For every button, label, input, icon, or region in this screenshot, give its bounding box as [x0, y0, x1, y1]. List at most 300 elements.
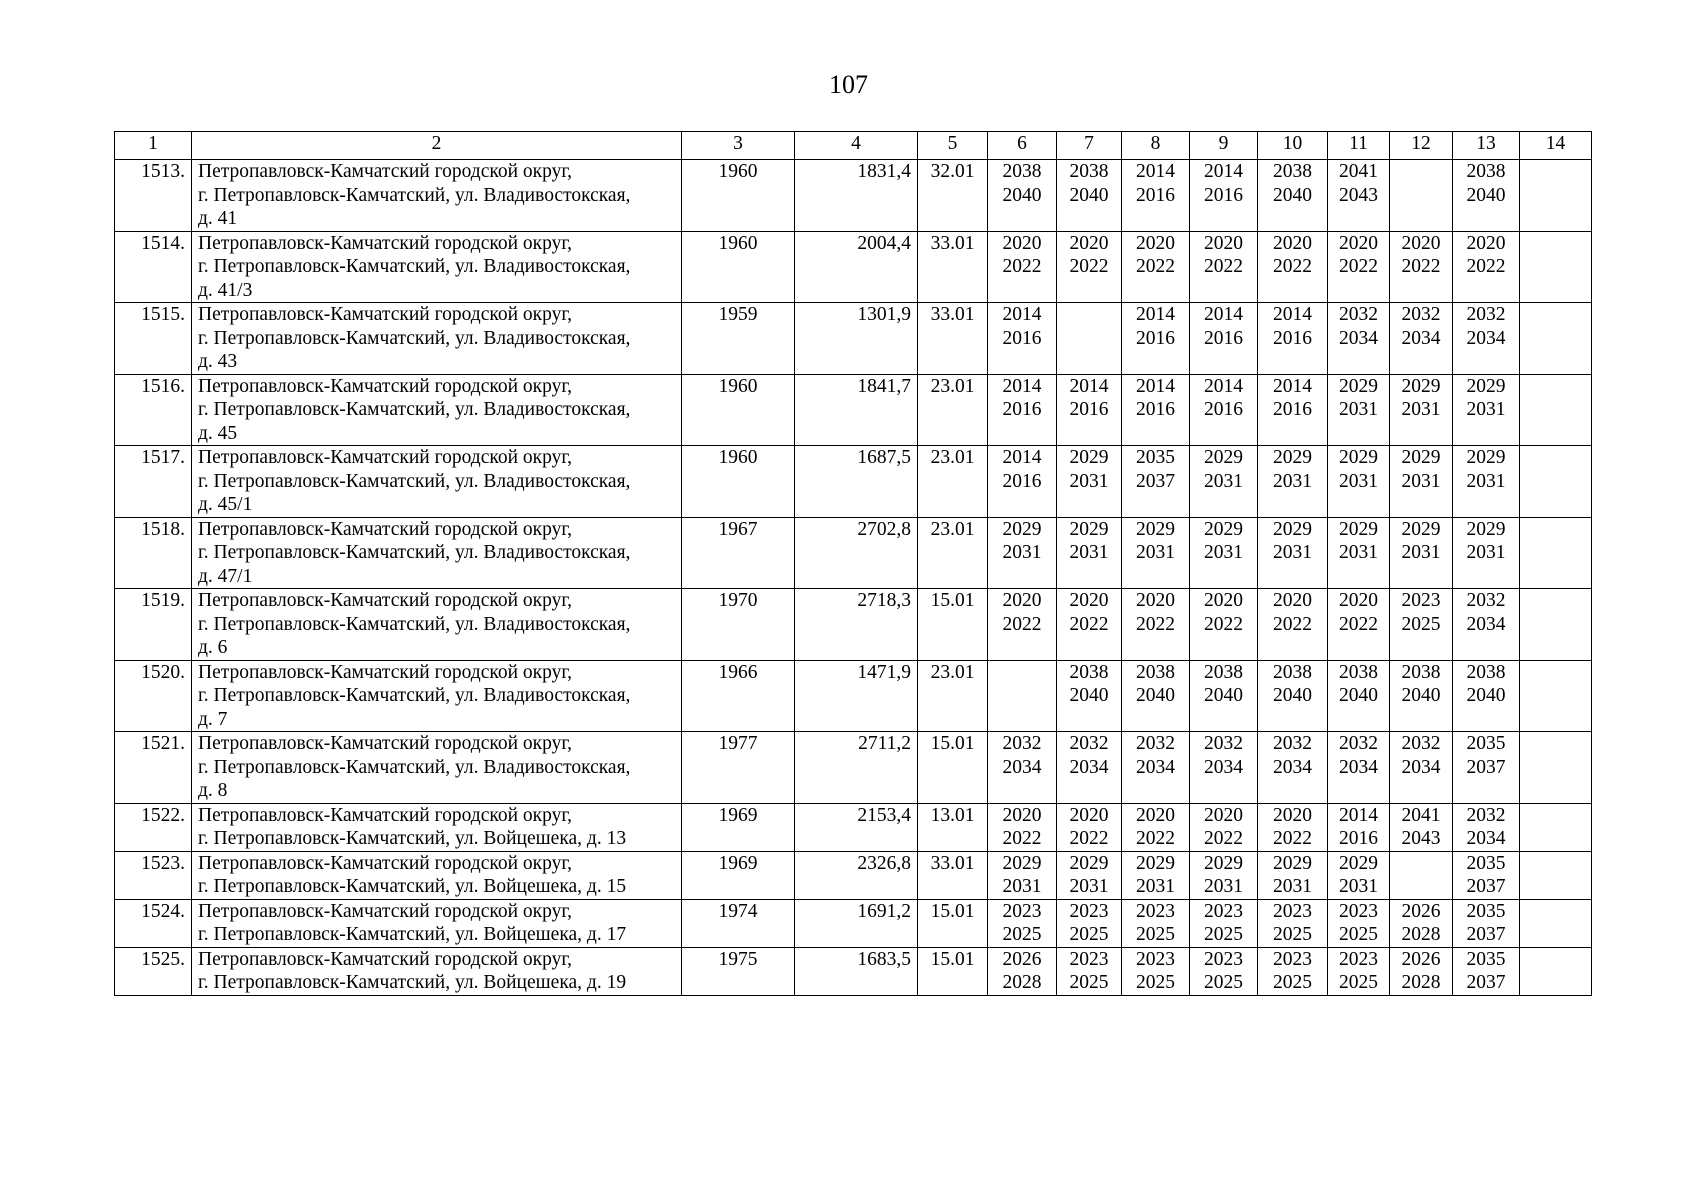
- address-line: д. 41/3: [198, 279, 253, 301]
- period-end-year: 2043: [1339, 184, 1378, 206]
- period-start-year: 2029: [1339, 447, 1378, 468]
- type-code: 23.01: [918, 517, 988, 589]
- period-end-year: 2031: [1339, 542, 1378, 563]
- period-cell-col-11: [1328, 303, 1390, 375]
- period-cell-col-8: [1122, 732, 1190, 804]
- period-cell-col-14: [1520, 160, 1592, 232]
- period-cell-col-13: [1453, 947, 1520, 995]
- period-cell-col-6: [988, 732, 1057, 804]
- period-cell-col-11: [1328, 374, 1390, 446]
- row-number: 1516.: [115, 374, 192, 446]
- period-cell-col-10: [1258, 374, 1328, 446]
- period-start-year: 2041: [1339, 161, 1378, 182]
- column-header-13: 13: [1453, 132, 1520, 160]
- period-end-year: 2022: [1401, 256, 1441, 277]
- period-cell-col-8: [1122, 160, 1190, 232]
- type-code: 23.01: [918, 446, 988, 518]
- column-header-3: 3: [682, 132, 795, 160]
- period-cell-col-10: [1258, 851, 1328, 899]
- period-cell-col-9: [1190, 899, 1258, 947]
- construction-year: 1959: [682, 303, 795, 375]
- period-end-year: 2022: [1339, 613, 1378, 635]
- period-end-year: 2022: [1002, 256, 1042, 277]
- period-cell-col-9: [1190, 160, 1258, 232]
- period-start-year: 2032: [1069, 733, 1109, 754]
- address-cell: [192, 803, 682, 851]
- period-cell-col-6: [988, 374, 1057, 446]
- period-end-year: [1526, 470, 1585, 494]
- period-end-year: 2034: [1002, 756, 1042, 778]
- period-start-year: 2026: [1401, 900, 1441, 922]
- column-header-8: 8: [1122, 132, 1190, 160]
- period-start-year: 2032: [1401, 304, 1441, 325]
- address-line: Петропавловск-Камчатский городской округ,: [198, 304, 573, 325]
- period-end-year: 2025: [1204, 972, 1243, 993]
- period-cell-col-14: [1520, 374, 1592, 446]
- period-end-year: 2022: [1069, 256, 1109, 277]
- period-start-year: 2014: [1204, 375, 1243, 397]
- period-cell-col-14: [1520, 732, 1592, 804]
- period-end-year: 2043: [1401, 828, 1441, 849]
- period-end-year: 2022: [1069, 828, 1109, 849]
- period-end-year: 2037: [1466, 972, 1506, 993]
- period-start-year: 2014: [1339, 804, 1378, 826]
- period-cell-col-9: [1190, 446, 1258, 518]
- period-end-year: 2040: [1401, 685, 1441, 706]
- period-end-year: 2031: [1069, 470, 1109, 492]
- period-start-year: 2032: [1339, 733, 1378, 754]
- period-end-year: 2025: [1069, 972, 1109, 993]
- period-start-year: 2026: [1401, 948, 1441, 970]
- address-line: д. 47/1: [198, 565, 253, 587]
- period-start-year: 2014: [1069, 375, 1109, 397]
- row-number: 1518.: [115, 517, 192, 589]
- period-cell-col-9: [1190, 303, 1258, 375]
- period-cell-col-7: [1057, 851, 1122, 899]
- period-end-year: 2031: [1339, 876, 1378, 897]
- period-cell-col-10: [1258, 899, 1328, 947]
- period-start-year: 2038: [1204, 661, 1243, 683]
- period-cell-col-13: [1453, 899, 1520, 947]
- column-header-2: 2: [192, 132, 682, 160]
- period-end-year: 2031: [1204, 876, 1243, 897]
- row-number: 1517.: [115, 446, 192, 518]
- period-cell-col-9: [1190, 517, 1258, 589]
- period-start-year: [1526, 804, 1585, 828]
- address-line: Петропавловск-Камчатский городской округ,: [198, 733, 573, 754]
- address-line: г. Петропавловск-Камчатский, ул. Владивостокская,: [198, 184, 631, 206]
- period-end-year: [1526, 971, 1585, 995]
- period-cell-col-9: [1190, 803, 1258, 851]
- period-cell-col-6: [988, 660, 1057, 732]
- period-cell-col-12: [1390, 446, 1453, 518]
- period-start-year: [1526, 732, 1585, 756]
- period-end-year: 2031: [1339, 470, 1378, 492]
- period-start-year: [1526, 160, 1585, 184]
- address-cell: [192, 660, 682, 732]
- address-line: Петропавловск-Камчатский городской округ,: [198, 852, 573, 874]
- period-start-year: [1063, 303, 1115, 327]
- type-code: 15.01: [918, 732, 988, 804]
- period-end-year: 2022: [1069, 613, 1109, 635]
- period-cell-col-10: [1258, 231, 1328, 303]
- period-start-year: 2038: [1401, 661, 1441, 683]
- address-line: г. Петропавловск-Камчатский, ул. Войцешека, д. 17: [198, 924, 627, 945]
- period-start-year: 2032: [1136, 733, 1175, 754]
- period-start-year: 2032: [1466, 590, 1506, 611]
- period-cell-col-13: [1453, 231, 1520, 303]
- period-start-year: 2029: [1339, 518, 1378, 540]
- period-cell-col-6: [988, 303, 1057, 375]
- period-start-year: 2029: [1466, 447, 1506, 468]
- type-code: 33.01: [918, 303, 988, 375]
- period-start-year: 2029: [1002, 518, 1042, 540]
- period-start-year: 2020: [1273, 590, 1312, 611]
- period-cell-col-8: [1122, 517, 1190, 589]
- period-start-year: 2029: [1339, 852, 1378, 874]
- period-end-year: 2031: [1273, 542, 1312, 563]
- period-start-year: 2029: [1136, 852, 1175, 874]
- period-cell-col-14: [1520, 517, 1592, 589]
- period-cell-col-14: [1520, 660, 1592, 732]
- construction-year: 1977: [682, 732, 795, 804]
- address-line: Петропавловск-Камчатский городской округ,: [198, 161, 573, 182]
- period-cell-col-6: [988, 231, 1057, 303]
- period-start-year: [1396, 852, 1446, 876]
- period-start-year: [1526, 900, 1585, 924]
- construction-year: 1970: [682, 589, 795, 661]
- period-cell-col-7: [1057, 231, 1122, 303]
- period-start-year: 2029: [1069, 518, 1109, 540]
- period-start-year: 2020: [1273, 804, 1312, 826]
- column-header-7: 7: [1057, 132, 1122, 160]
- period-end-year: 2016: [1002, 470, 1042, 492]
- period-end-year: 2022: [1002, 828, 1042, 849]
- period-start-year: 2029: [1466, 518, 1506, 540]
- address-line: д. 7: [198, 708, 228, 730]
- construction-year: 1960: [682, 231, 795, 303]
- period-start-year: 2029: [1401, 375, 1441, 397]
- period-start-year: 2029: [1273, 447, 1312, 468]
- period-start-year: 2038: [1273, 661, 1312, 683]
- period-end-year: 2034: [1273, 756, 1312, 778]
- period-end-year: 2037: [1136, 470, 1175, 492]
- period-start-year: 2029: [1401, 518, 1441, 540]
- period-start-year: 2035: [1466, 900, 1506, 922]
- address-line: г. Петропавловск-Камчатский, ул. Войцешека, д. 15: [198, 876, 627, 897]
- period-end-year: [1526, 541, 1585, 565]
- period-end-year: 2031: [1339, 399, 1378, 420]
- address-line: г. Петропавловск-Камчатский, ул. Владивостокская,: [198, 470, 631, 492]
- period-cell-col-13: [1453, 303, 1520, 375]
- column-number-header-row: [115, 132, 1592, 160]
- total-area: 2153,4: [795, 803, 918, 851]
- row-number: 1520.: [115, 660, 192, 732]
- period-end-year: [1526, 184, 1585, 208]
- period-cell-col-8: [1122, 803, 1190, 851]
- period-cell-col-7: [1057, 374, 1122, 446]
- table-row: [115, 899, 1592, 947]
- period-cell-col-8: [1122, 374, 1190, 446]
- period-start-year: 2029: [1273, 518, 1312, 540]
- period-cell-col-10: [1258, 517, 1328, 589]
- period-start-year: 2029: [1002, 852, 1042, 874]
- period-cell-col-12: [1390, 303, 1453, 375]
- period-end-year: 2034: [1401, 756, 1441, 778]
- total-area: 2702,8: [795, 517, 918, 589]
- address-line: Петропавловск-Камчатский городской округ,: [198, 661, 573, 683]
- period-cell-col-9: [1190, 947, 1258, 995]
- period-cell-col-7: [1057, 899, 1122, 947]
- address-cell: [192, 446, 682, 518]
- period-start-year: 2023: [1204, 900, 1243, 922]
- period-end-year: 2040: [1002, 184, 1042, 206]
- address-cell: [192, 589, 682, 661]
- period-start-year: 2029: [1401, 447, 1441, 468]
- period-end-year: 2037: [1466, 924, 1506, 945]
- period-end-year: 2037: [1466, 876, 1506, 897]
- period-end-year: 2022: [1136, 256, 1175, 277]
- period-cell-col-10: [1258, 160, 1328, 232]
- address-line: Петропавловск-Камчатский городской округ,: [198, 948, 573, 970]
- period-cell-col-11: [1328, 589, 1390, 661]
- column-header-4: 4: [795, 132, 918, 160]
- period-start-year: 2029: [1339, 375, 1378, 397]
- period-start-year: 2020: [1204, 804, 1243, 826]
- period-start-year: 2020: [1339, 232, 1378, 254]
- period-end-year: [1396, 875, 1446, 899]
- period-cell-col-14: [1520, 899, 1592, 947]
- construction-year: 1960: [682, 160, 795, 232]
- period-cell-col-13: [1453, 803, 1520, 851]
- period-end-year: 2025: [1136, 924, 1175, 945]
- period-cell-col-7: [1057, 160, 1122, 232]
- period-end-year: 2025: [1002, 924, 1042, 945]
- period-start-year: 2026: [1002, 948, 1042, 970]
- period-end-year: 2016: [1136, 327, 1175, 349]
- period-start-year: 2023: [1273, 900, 1312, 922]
- row-number: 1521.: [115, 732, 192, 804]
- period-end-year: 2028: [1401, 972, 1441, 993]
- period-start-year: 2035: [1466, 733, 1506, 754]
- period-cell-col-8: [1122, 947, 1190, 995]
- address-line: Петропавловск-Камчатский городской округ,: [198, 590, 573, 611]
- period-start-year: 2035: [1136, 447, 1175, 468]
- period-end-year: 2025: [1069, 924, 1109, 945]
- period-cell-col-8: [1122, 589, 1190, 661]
- period-cell-col-6: [988, 517, 1057, 589]
- period-start-year: 2038: [1466, 661, 1506, 683]
- construction-year: 1975: [682, 947, 795, 995]
- column-header-5: 5: [918, 132, 988, 160]
- period-end-year: 2016: [1204, 327, 1243, 349]
- period-cell-col-11: [1328, 899, 1390, 947]
- period-end-year: 2031: [1273, 470, 1312, 492]
- period-start-year: 2029: [1204, 518, 1243, 540]
- type-code: 33.01: [918, 851, 988, 899]
- period-end-year: 2037: [1466, 756, 1506, 778]
- column-header-9: 9: [1190, 132, 1258, 160]
- period-end-year: [1396, 184, 1446, 208]
- period-cell-col-12: [1390, 160, 1453, 232]
- construction-year: 1969: [682, 803, 795, 851]
- period-start-year: 2020: [1069, 590, 1109, 611]
- row-number: 1514.: [115, 231, 192, 303]
- address-line: д. 6: [198, 637, 228, 658]
- period-cell-col-11: [1328, 732, 1390, 804]
- period-end-year: 2025: [1401, 613, 1441, 635]
- period-start-year: [1526, 375, 1585, 399]
- period-cell-col-8: [1122, 446, 1190, 518]
- row-number: 1522.: [115, 803, 192, 851]
- address-line: г. Петропавловск-Камчатский, ул. Войцешека, д. 19: [198, 972, 627, 993]
- period-cell-col-14: [1520, 851, 1592, 899]
- period-end-year: 2040: [1204, 685, 1243, 706]
- period-cell-col-10: [1258, 446, 1328, 518]
- period-end-year: 2022: [1204, 828, 1243, 849]
- column-header-1: 1: [115, 132, 192, 160]
- period-start-year: 2029: [1204, 447, 1243, 468]
- period-end-year: 2016: [1002, 399, 1042, 420]
- address-line: Петропавловск-Камчатский городской округ,: [198, 375, 573, 397]
- total-area: 1683,5: [795, 947, 918, 995]
- period-cell-col-9: [1190, 374, 1258, 446]
- period-start-year: 2038: [1136, 661, 1175, 683]
- period-start-year: 2014: [1002, 304, 1042, 325]
- table-row: [115, 231, 1592, 303]
- period-cell-col-8: [1122, 660, 1190, 732]
- period-start-year: 2014: [1273, 375, 1312, 397]
- period-start-year: 2023: [1069, 900, 1109, 922]
- period-end-year: 2034: [1339, 756, 1378, 778]
- address-line: Петропавловск-Камчатский городской округ,: [198, 900, 573, 922]
- period-end-year: 2016: [1136, 399, 1175, 420]
- period-end-year: 2031: [1204, 542, 1243, 563]
- period-end-year: 2031: [1002, 542, 1042, 563]
- period-cell-col-14: [1520, 446, 1592, 518]
- period-cell-col-7: [1057, 947, 1122, 995]
- period-start-year: 2032: [1204, 733, 1243, 754]
- address-line: д. 45: [198, 422, 238, 444]
- period-end-year: 2016: [1273, 399, 1312, 420]
- row-number: 1519.: [115, 589, 192, 661]
- address-line: г. Петропавловск-Камчатский, ул. Владивостокская,: [198, 542, 631, 563]
- table-body: [115, 160, 1592, 996]
- period-end-year: 2016: [1069, 399, 1109, 420]
- period-cell-col-13: [1453, 851, 1520, 899]
- column-header-12: 12: [1390, 132, 1453, 160]
- address-line: Петропавловск-Камчатский городской округ,: [198, 518, 573, 540]
- address-line: д. 8: [198, 780, 228, 801]
- address-cell: [192, 303, 682, 375]
- period-cell-col-7: [1057, 660, 1122, 732]
- column-header-6: 6: [988, 132, 1057, 160]
- period-cell-col-10: [1258, 303, 1328, 375]
- period-start-year: 2023: [1273, 948, 1312, 970]
- period-end-year: 2034: [1466, 327, 1506, 349]
- period-start-year: [1526, 852, 1585, 876]
- period-start-year: [1526, 589, 1585, 613]
- period-end-year: 2025: [1204, 924, 1243, 945]
- total-area: 1687,5: [795, 446, 918, 518]
- period-cell-col-11: [1328, 803, 1390, 851]
- period-end-year: 2040: [1466, 685, 1506, 706]
- period-cell-col-11: [1328, 160, 1390, 232]
- period-end-year: 2016: [1273, 327, 1312, 349]
- period-end-year: 2031: [1136, 876, 1175, 897]
- period-cell-col-6: [988, 803, 1057, 851]
- period-start-year: 2032: [1002, 733, 1042, 754]
- period-start-year: 2014: [1204, 304, 1243, 325]
- period-cell-col-14: [1520, 947, 1592, 995]
- construction-year: 1969: [682, 851, 795, 899]
- period-start-year: 2023: [1339, 948, 1378, 970]
- period-cell-col-7: [1057, 732, 1122, 804]
- period-end-year: 2040: [1273, 685, 1312, 706]
- period-cell-col-12: [1390, 589, 1453, 661]
- period-start-year: [1396, 160, 1446, 184]
- period-end-year: 2022: [1136, 613, 1175, 635]
- period-start-year: [1526, 948, 1585, 972]
- period-end-year: 2022: [1466, 256, 1506, 277]
- period-start-year: 2020: [1002, 590, 1042, 611]
- period-cell-col-13: [1453, 732, 1520, 804]
- period-cell-col-7: [1057, 446, 1122, 518]
- period-cell-col-6: [988, 446, 1057, 518]
- period-cell-col-12: [1390, 851, 1453, 899]
- period-start-year: 2014: [1204, 161, 1243, 182]
- address-cell: [192, 517, 682, 589]
- period-end-year: 2031: [1466, 399, 1506, 420]
- address-cell: [192, 899, 682, 947]
- address-cell: [192, 374, 682, 446]
- period-cell-col-6: [988, 899, 1057, 947]
- period-cell-col-11: [1328, 517, 1390, 589]
- table-row: [115, 947, 1592, 995]
- period-start-year: 2020: [1136, 232, 1175, 254]
- table-row: [115, 732, 1592, 804]
- period-end-year: 2025: [1339, 924, 1378, 945]
- period-end-year: [1526, 756, 1585, 780]
- table-row: [115, 160, 1592, 232]
- period-end-year: 2031: [1273, 876, 1312, 897]
- period-end-year: 2025: [1273, 972, 1312, 993]
- period-end-year: 2031: [1136, 542, 1175, 563]
- period-start-year: 2032: [1339, 304, 1378, 325]
- address-cell: [192, 160, 682, 232]
- type-code: 23.01: [918, 374, 988, 446]
- address-line: Петропавловск-Камчатский городской округ,: [198, 232, 573, 254]
- period-start-year: 2038: [1002, 161, 1042, 182]
- period-end-year: [1063, 327, 1115, 351]
- total-area: 1831,4: [795, 160, 918, 232]
- period-start-year: 2014: [1136, 375, 1175, 397]
- period-end-year: 2040: [1136, 685, 1175, 706]
- period-start-year: 2020: [1466, 232, 1506, 254]
- period-cell-col-12: [1390, 947, 1453, 995]
- address-line: г. Петропавловск-Камчатский, ул. Владивостокская,: [198, 756, 631, 778]
- period-end-year: [1526, 255, 1585, 279]
- address-cell: [192, 851, 682, 899]
- total-area: 1841,7: [795, 374, 918, 446]
- period-end-year: 2031: [1069, 542, 1109, 563]
- period-start-year: 2014: [1136, 304, 1175, 325]
- period-start-year: [1526, 661, 1585, 685]
- period-start-year: 2020: [1339, 590, 1378, 611]
- period-end-year: 2031: [1401, 399, 1441, 420]
- period-start-year: 2029: [1273, 852, 1312, 874]
- construction-year: 1974: [682, 899, 795, 947]
